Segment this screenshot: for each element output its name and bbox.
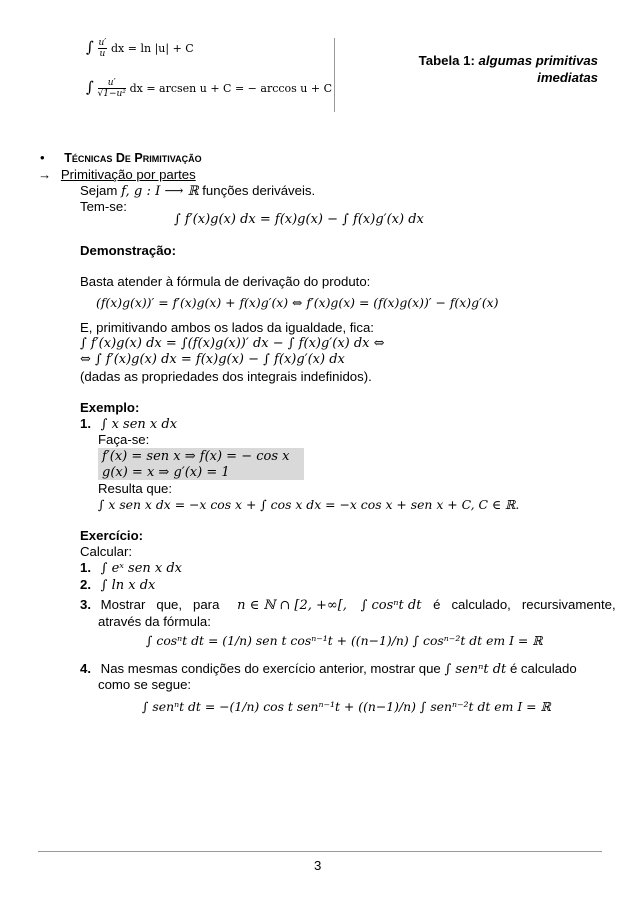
exercise-item-2 bbox=[80, 577, 155, 593]
example-item bbox=[80, 416, 177, 432]
exercise-title: Exercício: bbox=[80, 528, 144, 543]
table-caption bbox=[360, 52, 598, 86]
sejam-suffix: funções deriváveis. bbox=[202, 183, 316, 198]
box-line2: g(x) = x ⇒ g′(x) = 1 bbox=[102, 465, 230, 480]
section-heading bbox=[40, 150, 202, 165]
vertical-divider bbox=[334, 38, 335, 112]
section-title: Técnicas De Primitivação bbox=[64, 151, 202, 165]
demo-text1: Basta atender à fórmula de derivação do produto: bbox=[80, 274, 371, 289]
item2-math: ∫ ln x dx bbox=[100, 578, 156, 593]
item4-text-a: Nas mesmas condições do exercício anterior, mostrar que bbox=[100, 661, 441, 676]
main-formula: ∫ f′(x)g(x) dx = f(x)g(x) − ∫ f(x)g′(x) dx bbox=[174, 212, 424, 227]
arrow-icon: → bbox=[38, 167, 52, 182]
formula-arcsen: ∫ $\frac{u'}{\text{√1−u²}}$ dx = arcsen u + C = − arccos u + C bbox=[86, 78, 332, 100]
subsection-heading bbox=[38, 167, 196, 182]
item3-text-b: é calculado, recursivamente, bbox=[433, 597, 616, 612]
bullet: • bbox=[40, 150, 45, 165]
demo-text3: (dadas as propriedades dos integrais indefinidos). bbox=[80, 369, 372, 384]
item2-number: 2. bbox=[80, 577, 91, 592]
footer-rule bbox=[38, 851, 602, 852]
box-line1: f′(x) = sen x ⇒ f(x) = − cos x bbox=[102, 449, 290, 464]
item4-text-c: como se segue: bbox=[98, 677, 192, 692]
facase-text: Faça-se: bbox=[98, 432, 150, 447]
item4-number: 4. bbox=[80, 661, 91, 676]
exercise-item-3 bbox=[80, 597, 616, 613]
example-result: ∫ x sen x dx = −x cos x + ∫ cos x dx = −x cos x + sen x + C, C ∈ ℝ. bbox=[98, 497, 520, 512]
demo-title: Demonstração: bbox=[80, 243, 177, 258]
table-caption-prefix: Tabela 1: bbox=[418, 53, 475, 68]
item4-math: ∫ senⁿt dt bbox=[444, 662, 507, 677]
item3-text-a: Mostrar que, para bbox=[100, 597, 220, 612]
formula-ln: ∫ $\frac{u'}{u}$ dx = ln |u| + C bbox=[86, 38, 194, 60]
item3-text-c: através da fórmula: bbox=[98, 614, 211, 629]
item3-formula: ∫ cosⁿt dt = (1/n) sen t cosⁿ⁻¹t + ((n−1)/n) ∫ cosⁿ⁻²t dt em I = ℝ bbox=[146, 633, 543, 648]
demo-formula2: ∫ f′(x)g(x) dx = ∫(f(x)g(x))′ dx − ∫ f(x)g′(x) dx ⇔ bbox=[80, 336, 385, 351]
table-caption-rest: algumas primitivas bbox=[478, 53, 598, 68]
exercise-item-1 bbox=[80, 560, 182, 576]
sejam-math: f, g : I ⟶ ℝ bbox=[121, 184, 199, 199]
demo-formula3: ⇔ ∫ f′(x)g(x) dx = f(x)g(x) − ∫ f(x)g′(x) dx bbox=[80, 352, 345, 367]
item3-math1: n ∈ ℕ ∩ [2, +∞[, bbox=[237, 598, 347, 613]
page-number: 3 bbox=[314, 858, 322, 873]
formula-arcsen-rhs: dx = arcsen u + C = − arccos u + C bbox=[129, 82, 332, 95]
temse-text: Tem-se: bbox=[80, 199, 127, 214]
example-integral: ∫ x sen x dx bbox=[100, 417, 178, 432]
item3-number: 3. bbox=[80, 597, 91, 612]
item1-number: 1. bbox=[80, 560, 91, 575]
exercise-item-4 bbox=[80, 661, 577, 677]
demo-formula1: (f(x)g(x))′ = f′(x)g(x) + f(x)g′(x) ⇔ f′(x)g(x) = (f(x)g(x))′ − f(x)g′(x) bbox=[96, 295, 499, 310]
item4-formula: ∫ senⁿt dt = −(1/n) cos t senⁿ⁻¹t + ((n−1)/n) ∫ senⁿ⁻²t dt em I = ℝ bbox=[142, 699, 551, 714]
demo-text2: E, primitivando ambos os lados da igualdade, fica: bbox=[80, 320, 374, 335]
example-number: 1. bbox=[80, 416, 91, 431]
calcular-text: Calcular: bbox=[80, 544, 133, 559]
sejam-line bbox=[80, 183, 315, 199]
item4-text-b: é calculado bbox=[509, 661, 577, 676]
subsection-title: Primitivação por partes bbox=[60, 167, 196, 182]
sejam-prefix: Sejam bbox=[80, 183, 118, 198]
example-title: Exemplo: bbox=[80, 400, 140, 415]
item3-math2: ∫ cosⁿt dt bbox=[360, 598, 422, 613]
table-caption-line2: imediatas bbox=[537, 70, 598, 85]
resulta-text: Resulta que: bbox=[98, 481, 173, 496]
formula-ln-rhs: dx = ln |u| + C bbox=[111, 42, 194, 55]
item1-math: ∫ eˣ sen x dx bbox=[100, 561, 183, 576]
